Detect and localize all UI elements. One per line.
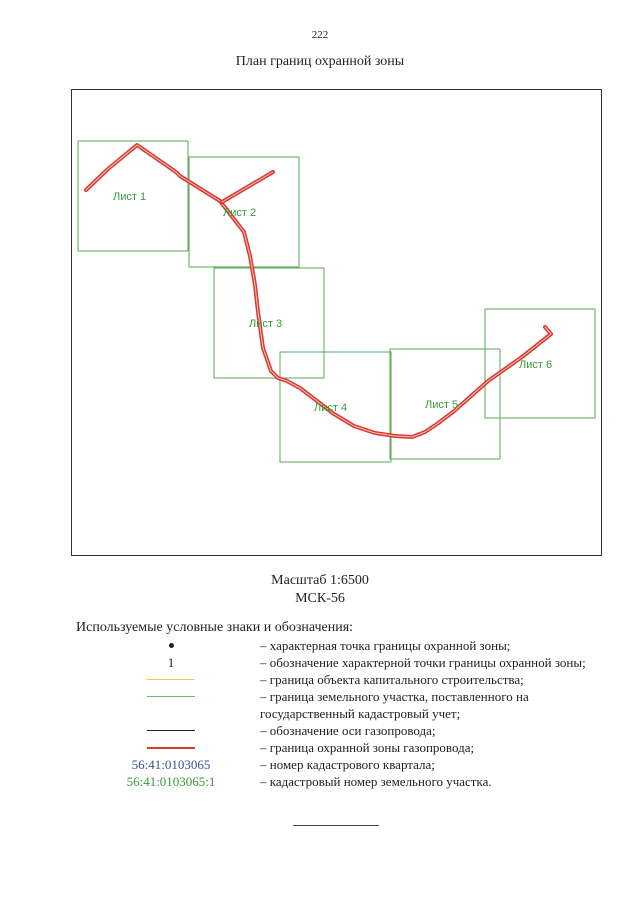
page-number: 222: [311, 29, 329, 41]
legend-row-land-plot: [96, 688, 616, 722]
cadastral-quarter-symbol: 56:41:0103065: [131, 757, 211, 772]
sheet-label-6: Лист 6: [519, 359, 553, 371]
sheet-label-3: Лист 3: [249, 318, 283, 330]
legend-text: – номер кадастрового квартала;: [260, 757, 435, 772]
legend-row-pipeline-axis: [96, 722, 616, 739]
plan-title: План границ охранной зоны: [235, 54, 405, 69]
legend-title: Используемые условные знаки и обозначения:: [76, 620, 354, 635]
legend-text: – граница объекта капитального строительства;: [260, 672, 524, 687]
green-line-icon: [147, 696, 195, 697]
scale-label: Масштаб 1:6500: [271, 573, 369, 588]
legend-text: – кадастровый номер земельного участка.: [260, 774, 492, 789]
red-line-icon: [147, 747, 195, 749]
legend-text: – обозначение характерной точки границы охранной зоны;: [260, 655, 586, 670]
coord-system-label: МСК-56: [295, 591, 345, 606]
map-frame: [71, 89, 602, 556]
legend-text: – обозначение оси газопровода;: [260, 723, 436, 738]
cadastral-plot-symbol: 56:41:0103065:1: [126, 774, 216, 789]
sheet-label-4: Лист 4: [314, 402, 348, 414]
sheet-label-2: Лист 2: [223, 207, 257, 219]
map-canvas: [72, 90, 603, 557]
legend-row-object-boundary: [96, 671, 616, 688]
legend: [96, 637, 616, 790]
point-icon: [169, 643, 174, 648]
scale-block: [0, 572, 640, 608]
yellow-line-icon: [147, 679, 195, 680]
legend-text: – характерная точка границы охранной зоны;: [260, 638, 511, 653]
protection-zone-boundary: [86, 145, 551, 437]
bottom-rule: [293, 825, 379, 826]
legend-row-point: [96, 637, 616, 654]
legend-text: – граница земельного участка, поставленного на государственный кадастровый учет;: [260, 689, 529, 721]
legend-row-quarter: [96, 756, 616, 773]
black-line-icon: [147, 730, 195, 731]
legend-row-point-label: [96, 654, 616, 671]
legend-row-plot-number: [96, 773, 616, 790]
point-number-symbol: 1: [167, 655, 175, 670]
legend-text: – граница охранной зоны газопровода;: [260, 740, 475, 755]
sheet-label-5: Лист 5: [425, 399, 459, 411]
legend-row-zone-boundary: [96, 739, 616, 756]
sheet-label-1: Лист 1: [113, 191, 147, 203]
